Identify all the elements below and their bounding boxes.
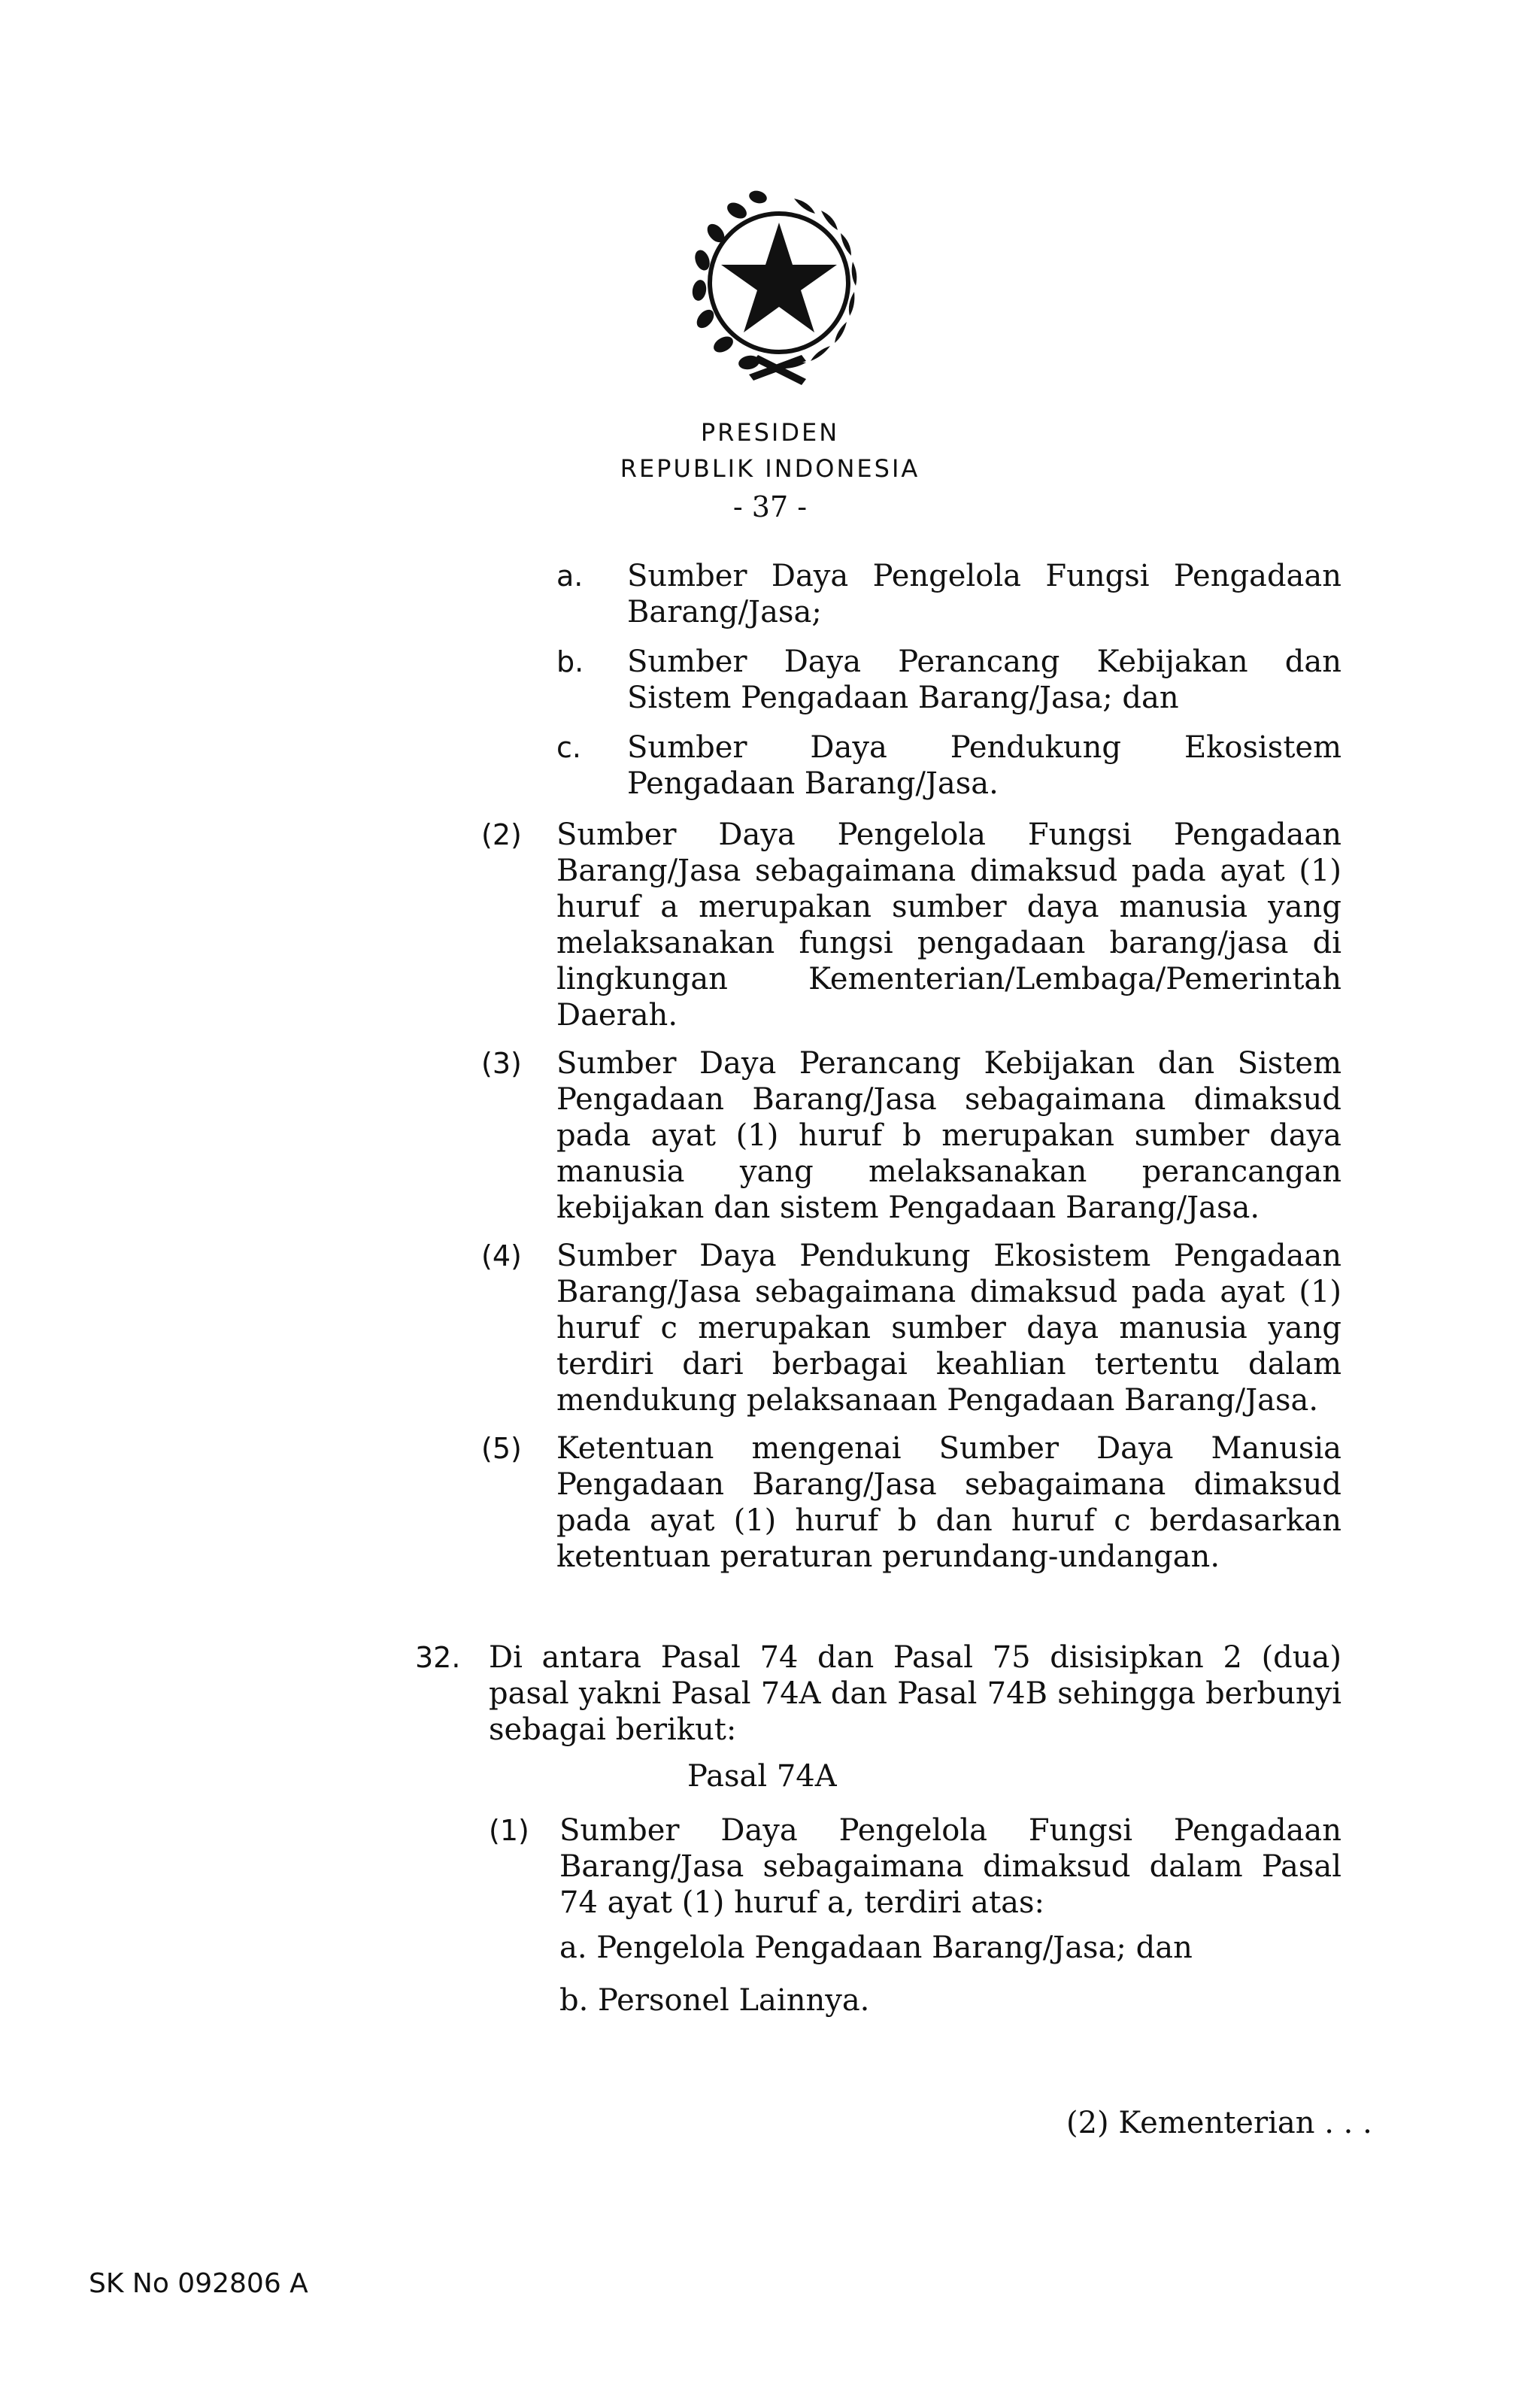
list-marker-a: a. xyxy=(556,560,584,593)
header-presiden: PRESIDEN xyxy=(700,418,840,447)
item-32-text: Di antara Pasal 74 dan Pasal 75 disisipkan 2 (dua) pasal yakni Pasal 74A dan Pasal 74B sehingga berbunyi sebagai berikut: xyxy=(489,1640,1341,1747)
pasal-74a-marker-1: (1) xyxy=(489,1814,529,1847)
paragraph-4: Sumber Daya Pendukung Ekosistem Pengadaan Barang/Jasa sebagaimana dimaksud pada ayat (1) huruf c merupakan sumber daya manusia yang terdiri dari berbagai keahlian tertentu dalam mendukung pelaksanaan Pengadaan Barang/Jasa. xyxy=(556,1239,1341,1418)
list-marker-c: c. xyxy=(556,731,581,764)
paragraph-marker-2: (2) xyxy=(481,818,522,851)
list-item-a: Sumber Daya Pengelola Fungsi Pengadaan Barang/Jasa; xyxy=(627,559,1341,629)
page-number: - 37 - xyxy=(732,490,808,523)
paragraph-3: Sumber Daya Perancang Kebijakan dan Sistem Pengadaan Barang/Jasa sebagaimana dimaksud pada ayat (1) huruf b merupakan sumber daya manusia yang melaksanakan perancangan kebijakan dan sistem Pengadaan Barang/Jasa. xyxy=(556,1046,1341,1225)
paragraph-marker-5: (5) xyxy=(481,1432,522,1465)
list-item-c: Sumber Daya Pendukung Ekosistem Pengadaan Barang/Jasa. xyxy=(627,730,1341,801)
state-emblem-icon xyxy=(674,177,884,396)
list-marker-b: b. xyxy=(556,645,584,678)
footer-document-code: SK No 092806 A xyxy=(89,2268,308,2299)
paragraph-2: Sumber Daya Pengelola Fungsi Pengadaan Barang/Jasa sebagaimana dimaksud pada ayat (1) huruf a merupakan sumber daya manusia yang melaksanakan fungsi pengadaan barang/jasa di lingkungan Kementerian/Lembaga/Pemerintah Daerah. xyxy=(556,817,1341,1033)
paragraph-5: Ketentuan mengenai Sumber Daya Manusia Pengadaan Barang/Jasa sebagaimana dimaksud pada ayat (1) huruf b dan huruf c berdasarkan ketentuan peraturan perundang-undangan. xyxy=(556,1431,1341,1574)
pasal-74a-title: Pasal 74A xyxy=(687,1759,837,1794)
header-republik-indonesia: REPUBLIK INDONESIA xyxy=(620,454,920,483)
paragraph-marker-4: (4) xyxy=(481,1239,522,1272)
list-item-b: Sumber Daya Perancang Kebijakan dan Sistem Pengadaan Barang/Jasa; dan xyxy=(627,645,1341,715)
pasal-74a-paragraph-1: Sumber Daya Pengelola Fungsi Pengadaan Barang/Jasa sebagaimana dimaksud dalam Pasal 74 ayat (1) huruf a, terdiri atas: xyxy=(559,1813,1341,1920)
sublist-item-a: a. Pengelola Pengadaan Barang/Jasa; dan xyxy=(559,1931,1193,1965)
sublist-item-b: b. Personel Lainnya. xyxy=(559,1983,870,2018)
continuation-text: (2) Kementerian . . . xyxy=(1066,2106,1372,2140)
item-marker-32: 32. xyxy=(415,1641,461,1674)
paragraph-marker-3: (3) xyxy=(481,1047,522,1080)
